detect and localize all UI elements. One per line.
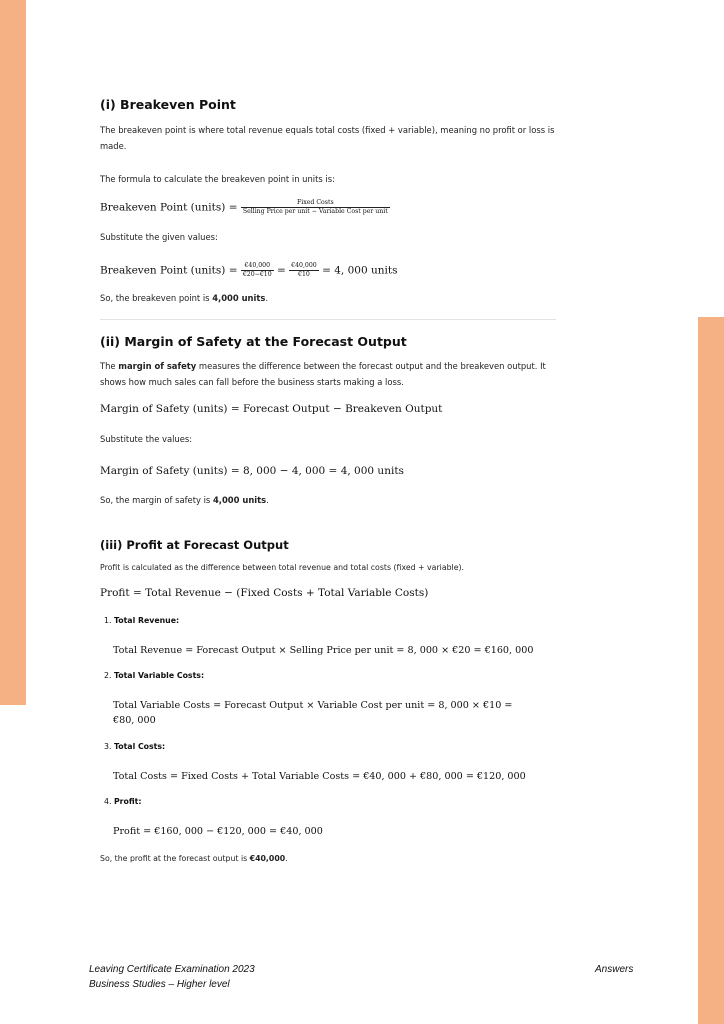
profit-conclusion-value: €40,000 <box>249 854 286 863</box>
breakeven-heading: (i) Breakeven Point <box>100 97 236 112</box>
breakeven-formula-denominator: Selling Price per unit − Variable Cost per unit <box>242 208 388 215</box>
profit-heading: (iii) Profit at Forecast Output <box>100 538 289 552</box>
margin-intro-prefix: The <box>100 361 119 371</box>
margin-conclusion-value: 4,000 units <box>212 495 267 505</box>
breakeven-formula-intro: The formula to calculate the breakeven point in units is: <box>100 174 335 184</box>
breakeven-calculation <box>100 262 397 279</box>
footer-exam-title: Leaving Certificate Examination 2023 <box>89 964 255 975</box>
profit-item-2-calc: Total Variable Costs = Forecast Output × Variable Cost per unit = 8, 000 × €10 = <box>113 700 513 711</box>
profit-item-3-number: 3. <box>104 742 112 751</box>
footer-exam-info <box>89 962 255 992</box>
profit-item-2-number: 2. <box>104 671 112 680</box>
breakeven-formula-fraction <box>241 199 390 216</box>
profit-item-4-label <box>104 797 141 806</box>
margin-heading: (ii) Margin of Safety at the Forecast Output <box>100 334 407 349</box>
profit-item-2-label <box>104 671 204 680</box>
right-accent-bar <box>698 317 724 1024</box>
breakeven-calc-fraction-1 <box>241 262 274 279</box>
profit-item-4-calc: Profit = €160, 000 − €120, 000 = €40, 000 <box>113 826 323 837</box>
breakeven-calc-den-2: €10 <box>298 271 310 278</box>
breakeven-conclusion <box>100 290 268 306</box>
margin-intro-rest: measures the difference between the forecast output and the breakeven output. It shows how much sales can fall before the business starts making a loss. <box>100 361 546 387</box>
breakeven-conclusion-suffix: . <box>265 293 269 303</box>
left-accent-bar <box>0 0 26 705</box>
margin-intro-term: margin of safety <box>118 361 197 371</box>
profit-item-3-calc: Total Costs = Fixed Costs + Total Variable Costs = €40, 000 + €80, 000 = €120, 000 <box>113 771 526 782</box>
breakeven-substitute: Substitute the given values: <box>100 232 218 242</box>
profit-item-1-number: 1. <box>104 616 112 625</box>
profit-item-1-title: Total Revenue: <box>113 616 180 625</box>
margin-formula: Margin of Safety (units) = Forecast Output − Breakeven Output <box>100 403 443 415</box>
margin-intro <box>100 358 555 390</box>
breakeven-calc-num-2: €40,000 <box>291 262 317 269</box>
profit-formula: Profit = Total Revenue − (Fixed Costs + Total Variable Costs) <box>100 587 429 599</box>
profit-conclusion-suffix: . <box>285 854 288 863</box>
breakeven-calc-fraction-2 <box>289 262 319 279</box>
breakeven-calc-num-1: €40,000 <box>241 262 274 271</box>
footer-section-label: Answers <box>595 964 634 975</box>
breakeven-formula-numerator: Fixed Costs <box>241 199 390 208</box>
breakeven-calc-result: = 4, 000 units <box>322 264 398 277</box>
breakeven-calc-den-1: €20−€10 <box>242 271 272 278</box>
profit-item-3-label <box>104 742 165 751</box>
profit-conclusion <box>100 851 288 867</box>
margin-calculation: Margin of Safety (units) = 8, 000 − 4, 000 = 4, 000 units <box>100 465 404 477</box>
breakeven-conclusion-value: 4,000 units <box>212 293 266 303</box>
margin-conclusion <box>100 492 269 508</box>
profit-conclusion-prefix: So, the profit at the forecast output is <box>100 854 250 863</box>
margin-conclusion-prefix: So, the margin of safety is <box>100 495 213 505</box>
breakeven-intro: The breakeven point is where total revenue equals total costs (fixed + variable), meaning no profit or loss is made. <box>100 125 555 151</box>
breakeven-formula <box>100 199 390 216</box>
profit-intro: Profit is calculated as the difference between total revenue and total costs (fixed + variable). <box>100 563 465 572</box>
profit-item-2-title: Total Variable Costs: <box>113 671 205 680</box>
margin-substitute: Substitute the values: <box>100 434 193 444</box>
profit-item-4-number: 4. <box>104 797 112 806</box>
profit-item-3-title: Total Costs: <box>113 742 166 751</box>
breakeven-calc-lhs: Breakeven Point (units) = <box>100 264 238 277</box>
profit-item-4-title: Profit: <box>113 797 142 806</box>
breakeven-calc-equals: = <box>277 264 286 277</box>
breakeven-formula-lhs: Breakeven Point (units) = <box>100 201 238 214</box>
profit-item-1-label <box>104 616 179 625</box>
footer-subject: Business Studies – Higher level <box>89 979 230 990</box>
profit-item-2-calc-cont: €80, 000 <box>113 715 156 726</box>
section-divider <box>100 319 556 320</box>
margin-conclusion-suffix: . <box>266 495 269 505</box>
profit-item-1-calc: Total Revenue = Forecast Output × Selling Price per unit = 8, 000 × €20 = €160, 000 <box>113 645 534 656</box>
breakeven-conclusion-prefix: So, the breakeven point is <box>100 293 213 303</box>
